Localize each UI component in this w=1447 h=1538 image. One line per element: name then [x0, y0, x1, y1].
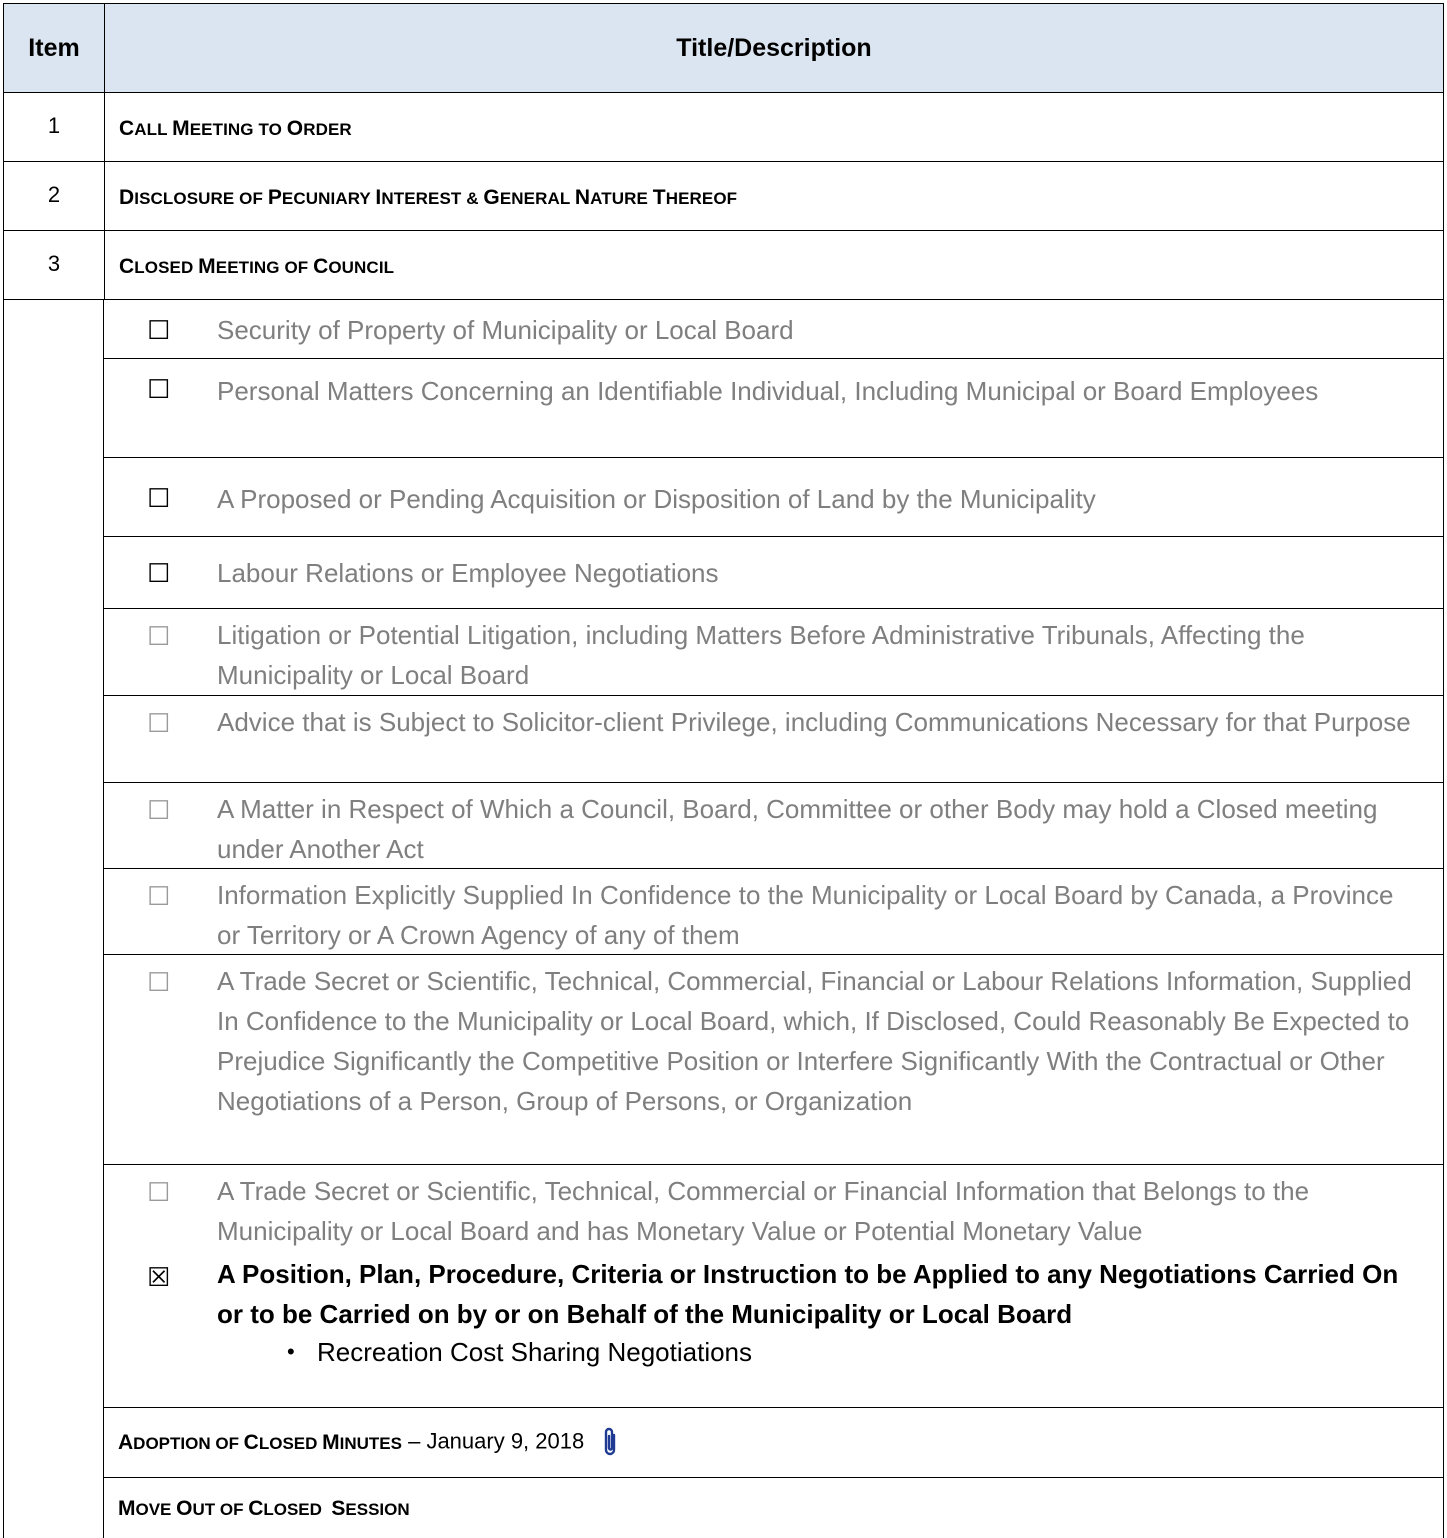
option-label: A Matter in Respect of Which a Council, Board, Committee or other Body may hold a Closed meeting under Another Act — [217, 794, 1378, 864]
checkbox-unchecked-icon[interactable]: ☐ — [147, 881, 171, 911]
closed-reason-option — [104, 955, 1444, 1165]
item-title: CALL MEETING TO ORDER — [119, 117, 352, 140]
closed-reason-option — [104, 783, 1444, 869]
option-label: A Trade Secret or Scientific, Technical, Commercial, Financial or Labour Relations Information, Supplied In Confidence to the Municipality or Local Board, which, If Disclosed, Could Reasonably Be Expected to Prejudice Significantly the Competitive Position or Interfere Significantly With the Contractual or Other Negotiations of a Person, Group of Persons, or Organization — [217, 966, 1412, 1116]
option-label: A Proposed or Pending Acquisition or Disposition of Land by the Municipality — [217, 484, 1096, 514]
checkbox-checked-icon[interactable]: ☒ — [147, 1262, 171, 1292]
checkbox-unchecked-icon[interactable]: ☐ — [147, 1177, 171, 1207]
move-out-line: MOVE OUT OF CLOSED SESSION — [118, 1497, 410, 1520]
item-title: DISCLOSURE OF PECUNIARY INTEREST & GENERAL NATURE THEREOF — [119, 186, 738, 209]
closed-reason-option — [104, 869, 1444, 955]
checkbox-unchecked-icon[interactable]: ☐ — [147, 621, 171, 651]
checkbox-unchecked-icon[interactable]: ☐ — [147, 315, 171, 345]
checkbox-unchecked-icon[interactable]: ☐ — [147, 795, 171, 825]
move-out-row — [104, 1478, 1444, 1538]
closed-reason-option — [104, 696, 1444, 783]
checkbox-unchecked-icon[interactable]: ☐ — [147, 374, 171, 404]
closed-reason-option — [104, 1165, 1444, 1250]
option-label: Labour Relations or Employee Negotiations — [217, 558, 719, 588]
table-row — [3, 162, 1444, 231]
adoption-line: ADOPTION OF CLOSED MINUTES – January 9, 2018 — [118, 1426, 619, 1463]
option-label: Information Explicitly Supplied In Confidence to the Municipality or Local Board by Canada, a Province or Territory or A Crown Agency of any of them — [217, 880, 1394, 950]
option-label: Litigation or Potential Litigation, including Matters Before Administrative Tribunals, Affecting the Municipality or Local Board — [217, 620, 1305, 690]
option-label: Advice that is Subject to Solicitor-client Privilege, including Communications Necessary for that Purpose — [217, 707, 1411, 737]
agenda-table — [3, 3, 1444, 1538]
bullet-icon: • — [287, 1339, 295, 1364]
checkbox-unchecked-icon[interactable]: ☐ — [147, 558, 171, 588]
closed-reason-option — [104, 537, 1444, 609]
header-item: Item — [4, 4, 105, 92]
paperclip-icon[interactable] — [601, 1426, 619, 1463]
closed-reason-option — [104, 458, 1444, 537]
closed-reason-option — [104, 359, 1444, 458]
bullet-text: Recreation Cost Sharing Negotiations — [317, 1337, 753, 1367]
header-title: Title/Description — [676, 33, 872, 62]
checkbox-unchecked-icon[interactable]: ☐ — [147, 967, 171, 997]
closed-reason-option-selected — [104, 1250, 1444, 1408]
item-number: 2 — [47, 182, 61, 207]
closed-reason-option — [104, 300, 1444, 359]
table-row — [3, 93, 1444, 162]
closed-reason-option — [104, 609, 1444, 696]
adoption-row — [104, 1408, 1444, 1478]
adoption-date: – January 9, 2018 — [401, 1428, 585, 1454]
table-row — [3, 231, 1444, 300]
option-label: Personal Matters Concerning an Identifiable Individual, Including Municipal or Board Employees — [217, 376, 1319, 406]
option-label: A Position, Plan, Procedure, Criteria or Instruction to be Applied to any Negotiations Carried On or to be Carried on by or on Behalf of the Municipality or Local Board — [217, 1259, 1399, 1329]
checkbox-unchecked-icon[interactable]: ☐ — [147, 483, 171, 513]
checkbox-unchecked-icon[interactable]: ☐ — [147, 708, 171, 738]
option-label: Security of Property of Municipality or Local Board — [217, 315, 794, 345]
item-title: CLOSED MEETING OF COUNCIL — [119, 255, 395, 278]
item-number: 1 — [47, 113, 61, 138]
item-number: 3 — [47, 251, 61, 276]
option-label: A Trade Secret or Scientific, Technical, Commercial or Financial Information that Belongs to the Municipality or Local Board and has Monetary Value or Potential Monetary Value — [217, 1176, 1310, 1246]
table-header — [3, 3, 1444, 93]
